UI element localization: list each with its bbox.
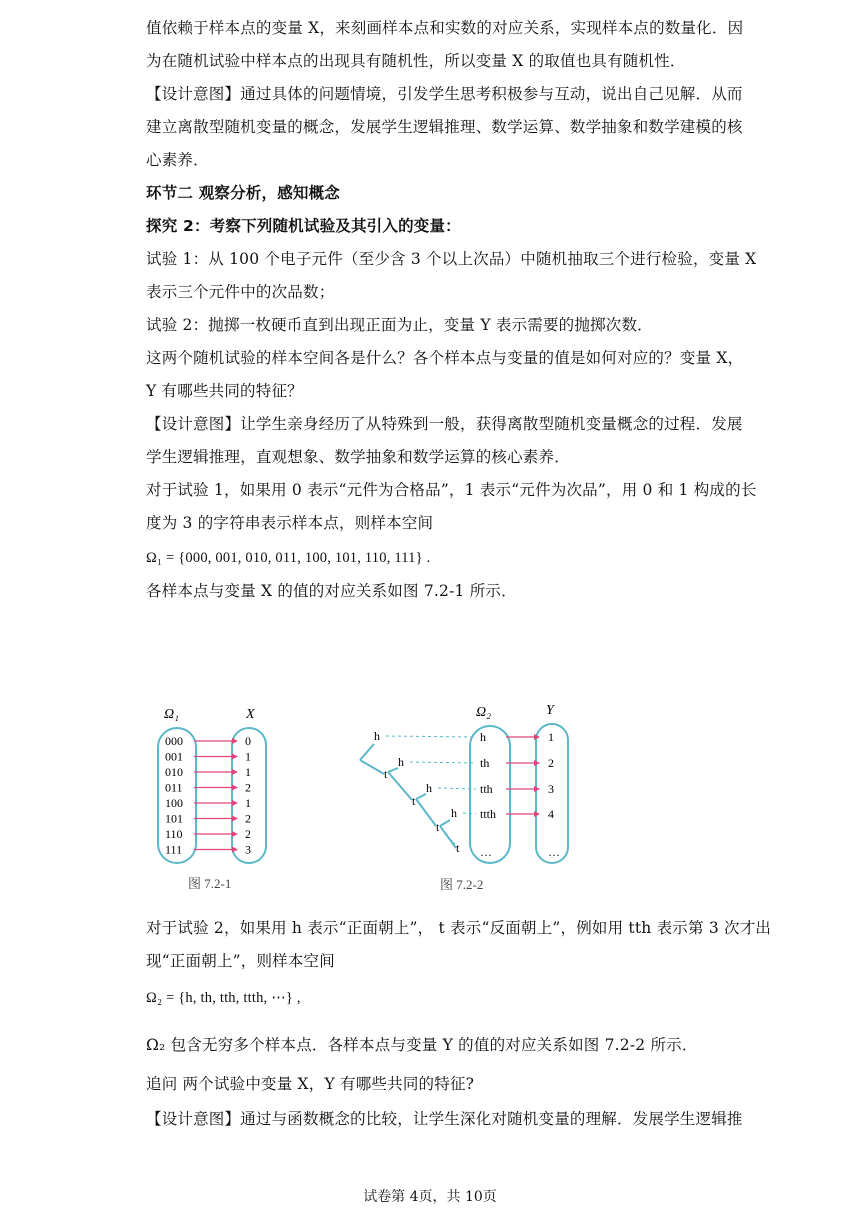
x-value: 1 — [245, 765, 251, 779]
text-line: 追问 两个试验中变量 X，Y 有哪些共同的特征? — [146, 1075, 475, 1093]
tree-branch — [360, 744, 374, 760]
arrow-head — [232, 800, 238, 806]
text-line: 表示三个元件中的次品数； — [146, 283, 335, 301]
tree-h-node: h — [374, 729, 380, 743]
text-line: 为在随机试验中样本点的出现具有随机性，所以变量 X 的取值也具有随机性． — [146, 52, 686, 70]
tree-branch — [388, 772, 412, 800]
sample-point: 101 — [165, 811, 183, 826]
omega1-label: Ω₁ — [164, 707, 179, 722]
text-line: 试验 1：从 100 个电子元件（至少含 3 个以上次品）中随机抽取三个进行检验，变量 X — [146, 250, 757, 268]
text-line: 试验 2：抛掷一枚硬币直到出现正面为止，变量 Y 表示需要的抛掷次数． — [146, 316, 653, 334]
sample-point: tth — [480, 782, 493, 796]
figure2-caption: 图 7.2-2 — [440, 877, 484, 892]
text-line: 学生逻辑推理，直观想象、数学抽象和数学运算的核心素养． — [146, 448, 570, 466]
x-value: 1 — [245, 749, 251, 764]
tree-h-node: h — [398, 755, 404, 769]
arrow-head — [232, 847, 238, 853]
explore-heading: 探究 2：考察下列随机试验及其引入的变量： — [146, 217, 461, 235]
tree-t-node: t — [384, 767, 388, 781]
y-label: Y — [546, 703, 554, 718]
sample-point: 011 — [165, 780, 183, 795]
y-value: … — [548, 845, 560, 859]
text-line: 对于试验 1，如果用 0 表示“元件为合格品”，1 表示“元件为次品”，用 0 和 1 构成的长 — [146, 481, 757, 499]
text-line: 这两个随机试验的样本空间各是什么？各个样本点与变量的值是如何对应的？变量 X， — [146, 349, 744, 367]
y-value: 2 — [548, 756, 554, 770]
x-value: 2 — [245, 780, 251, 795]
text-line: 心素养． — [146, 151, 209, 169]
text-line: 【设计意图】通过具体的问题情境，引发学生思考积极参与互动，说出自己见解．从而 — [146, 85, 743, 103]
x-label: X — [246, 707, 255, 722]
page-footer: 试卷第 4页，共 10页 — [363, 1189, 497, 1205]
x-value: 0 — [245, 734, 251, 748]
dashed-link — [386, 736, 476, 737]
sample-point: ttth — [480, 807, 497, 821]
arrow-head — [232, 816, 238, 822]
tree-branch — [416, 794, 426, 799]
omega2-label: Ω₂ — [476, 705, 491, 720]
figure1-caption: 图 7.2-1 — [188, 876, 232, 891]
x-value: 2 — [245, 811, 251, 826]
x-value: 1 — [245, 796, 251, 810]
formula-omega2: Ω₂ = {h, th, tth, ttth, ⋯} , — [146, 990, 301, 1006]
formula-omega1: Ω₁ = {000, 001, 010, 011, 100, 101, 110, 111} . — [146, 550, 431, 566]
tree-t-node: t — [436, 820, 440, 834]
tree-h-node: h — [451, 806, 457, 820]
tree-branch — [440, 820, 450, 826]
sample-point: 001 — [165, 749, 183, 764]
text-line: Y 有哪些共同的特征？ — [146, 382, 303, 400]
sample-point: 110 — [165, 827, 183, 841]
sample-point: 100 — [165, 796, 183, 810]
text-line: 值依赖于样本点的变量 X，来刻画样本点和实数的对应关系，实现样本点的数量化．因 — [146, 19, 744, 37]
tree-t-node: t — [412, 794, 416, 808]
sample-point: h — [480, 730, 486, 744]
text-line: 度为 3 的字符串表示样本点，则样本空间 — [146, 514, 434, 532]
text-line: 各样本点与变量 X 的值的对应关系如图 7.2-1 所示． — [146, 582, 517, 600]
arrow-head — [232, 785, 238, 791]
dashed-link — [463, 813, 476, 814]
sample-point: 000 — [165, 734, 183, 748]
arrow-head — [232, 754, 238, 760]
sample-point: 111 — [165, 842, 183, 857]
figure-7-2-1 — [150, 700, 280, 899]
tree-branch — [388, 768, 398, 772]
x-value: 3 — [245, 842, 251, 857]
text-line: 现“正面朝上”，则样本空间 — [146, 952, 335, 970]
dashed-link — [410, 762, 476, 763]
text-line: 对于试验 2，如果用 h 表示“正面朝上”， t 表示“反面朝上”，例如用 tth 表示第 3 次才出 — [146, 919, 772, 937]
arrow-head — [232, 769, 238, 775]
y-value: 3 — [548, 782, 554, 796]
text-line: 【设计意图】让学生亲身经历了从特殊到一般，获得离散型随机变量概念的过程．发展 — [146, 415, 743, 433]
tree-branch — [360, 760, 384, 774]
sample-point: 010 — [165, 765, 183, 779]
arrow-head — [232, 738, 238, 744]
tree-t-node: t — [456, 841, 460, 855]
y-value: 1 — [548, 730, 554, 744]
sample-point: th — [480, 756, 490, 770]
sample-point: … — [480, 845, 492, 859]
text-line: 建立离散型随机变量的概念，发展学生逻辑推理、数学运算、数学抽象和数学建模的核 — [146, 118, 743, 136]
tree-h-node: h — [426, 781, 432, 795]
tree-branch — [416, 799, 436, 826]
y-value: 4 — [548, 807, 554, 821]
arrow-head — [232, 831, 238, 837]
x-value: 2 — [245, 827, 251, 841]
text-line: 【设计意图】通过与函数概念的比较，让学生深化对随机变量的理解．发展学生逻辑推 — [146, 1110, 743, 1128]
text-line: Ω₂ 包含无穷多个样本点．各样本点与变量 Y 的值的对应关系如图 7.2-2 所示． — [146, 1036, 698, 1054]
figure-7-2-2 — [358, 698, 578, 899]
section-heading: 环节二 观察分析，感知概念 — [146, 184, 340, 202]
